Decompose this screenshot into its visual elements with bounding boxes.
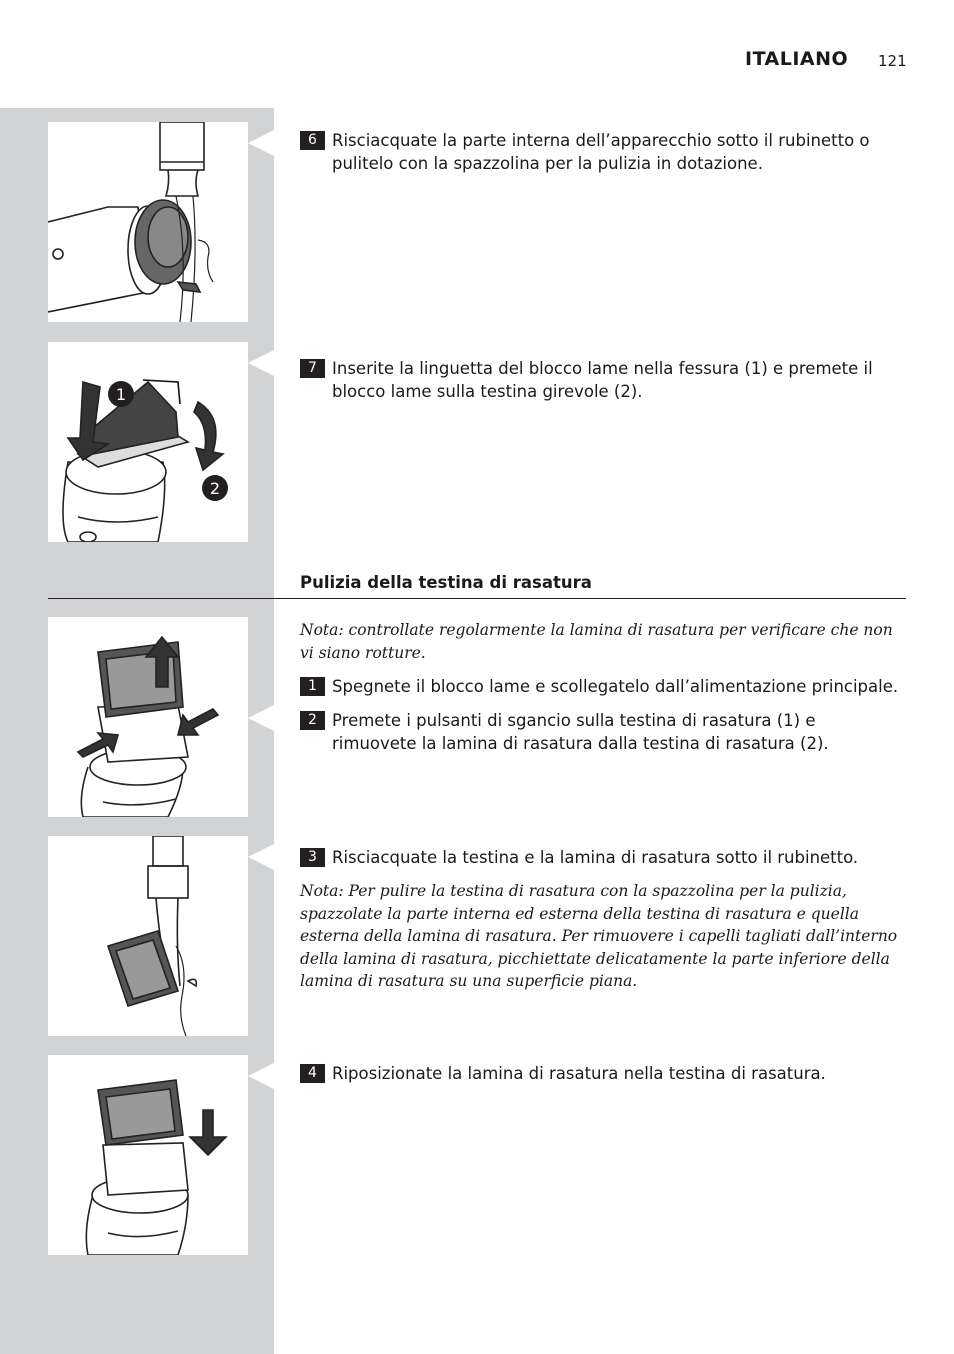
- step-number: 3: [300, 848, 325, 867]
- figure-insert-blade: [48, 342, 248, 542]
- figure-remove-foil: [48, 617, 248, 817]
- step-2: [300, 709, 905, 755]
- step-1: [300, 675, 905, 698]
- step-number: 4: [300, 1064, 325, 1083]
- figure-reattach-foil: [48, 1055, 248, 1255]
- step-text: Spegnete il blocco lame e scollegatelo dall’alimentazione principale.: [332, 677, 899, 696]
- step-text: Risciacquate la testina e la lamina di rasatura sotto il rubinetto.: [332, 848, 859, 867]
- figure-pointer: [248, 844, 274, 870]
- figure-pointer: [248, 350, 274, 376]
- step-number: 6: [300, 131, 325, 150]
- step-number: 1: [300, 677, 325, 696]
- section-heading: Pulizia della testina di rasatura: [300, 573, 592, 592]
- figure-rinse-inside: [48, 122, 248, 322]
- step-7: [300, 357, 905, 403]
- step-text: Premete i pulsanti di sgancio sulla testina di rasatura (1) e rimuovete la lamina di rasatura dalla testina di rasatura (2).: [332, 711, 829, 753]
- step-number: 7: [300, 359, 325, 378]
- step-number: 2: [300, 711, 325, 730]
- page-number: 121: [878, 52, 907, 70]
- step-4: [300, 1062, 905, 1085]
- step-text: Riposizionate la lamina di rasatura nella testina di rasatura.: [332, 1064, 826, 1083]
- step-3: [300, 846, 905, 869]
- figure-rinse-foil: [48, 836, 248, 1036]
- step-6: [300, 129, 905, 175]
- callout-1: 1: [115, 385, 127, 404]
- step-text: Risciacquate la parte interna dell’apparecchio sotto il rubinetto o pulitelo con la spazzolina per la pulizia in dotazione.: [332, 131, 870, 173]
- figure-pointer: [248, 130, 274, 156]
- note-cleaning-brush: Nota: Per pulire la testina di rasatura con la spazzolina per la pulizia, spazzolate la parte interna ed esterna della testina di rasatura e quella esterna della lamina di rasatura. Per rimuovere i capelli tagliati dall’interno della lamina di rasatura, picchiettate delicatamente la parte inferiore della lamina di rasatura su una superficie piana.: [300, 882, 898, 990]
- language-label: ITALIANO: [745, 48, 849, 70]
- step-text: Inserite la linguetta del blocco lame nella fessura (1) e premete il blocco lame sulla testina girevole (2).: [332, 359, 873, 401]
- note-check-foil: Nota: controllate regolarmente la lamina di rasatura per verificare che non vi siano rotture.: [300, 621, 893, 662]
- figure-pointer: [248, 1063, 274, 1089]
- section-divider: [48, 598, 906, 599]
- figure-pointer: [248, 705, 274, 731]
- callout-2: 2: [209, 479, 221, 498]
